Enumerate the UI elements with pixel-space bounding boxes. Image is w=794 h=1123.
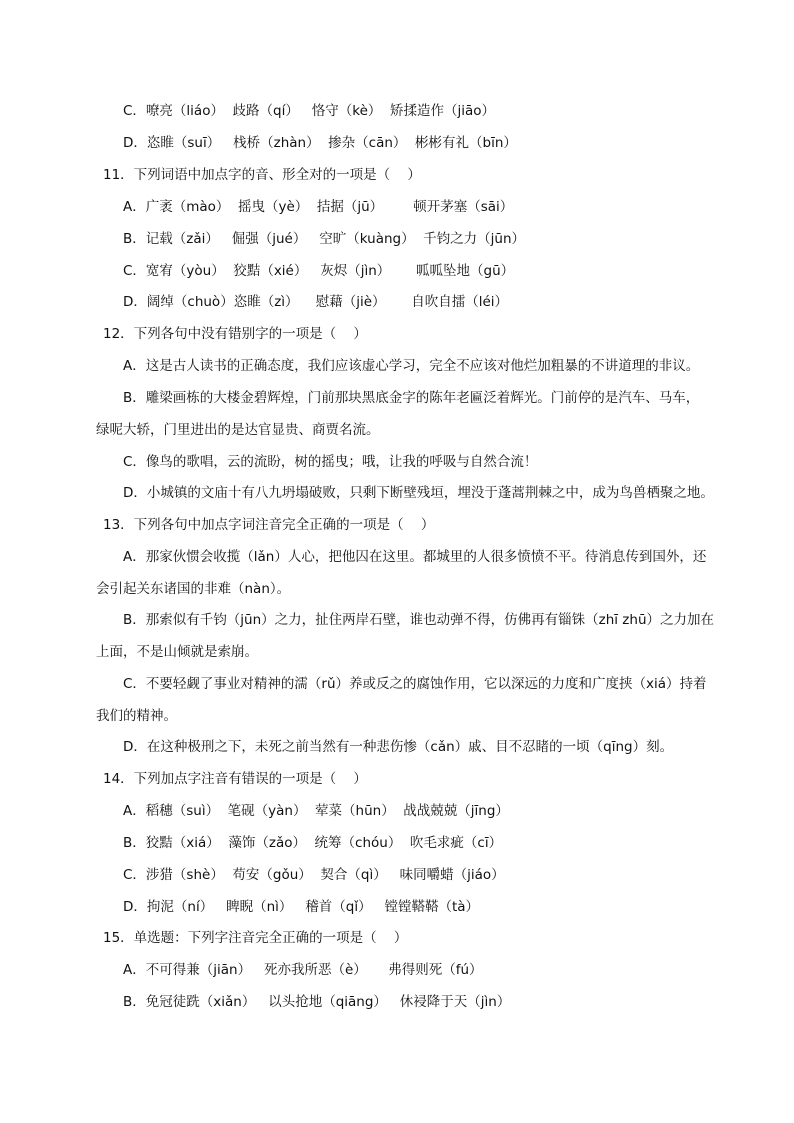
- q11-option-b: B．记载（zǎi） 倔强（jué） 空旷（kuàng） 千钧之力（jūn）: [123, 231, 526, 247]
- q12-option-d: D．小城镇的文庙十有八九坍塌破败，只剩下断壁残垣，埋没于蓬蒿荆棘之中，成为鸟兽栖聚之地。: [123, 485, 714, 501]
- question-15: 15．单选题：下列字注音完全正确的一项是（ ）: [103, 930, 408, 946]
- question-13: 13．下列各句中加点字词注音完全正确的一项是（ ）: [103, 517, 435, 533]
- option-c-line: C．嘹亮（liáo） 歧路（qí） 恪守（kè） 矫揉造作（jiāo）: [123, 103, 495, 119]
- q14-option-d: D．拘泥（ní） 睥睨（nì） 稽首（qǐ） 镗镗鞳鞳（tà）: [123, 899, 480, 915]
- q13-option-b-continued: 上面，不是山倾就是索崩。: [96, 644, 258, 660]
- q15-option-a: A．不可得兼（jiān） 死亦我所恶（è） 弗得则死（fú）: [123, 962, 483, 978]
- question-12: 12．下列各句中没有错别字的一项是（ ）: [103, 326, 367, 342]
- q11-option-a: A．广袤（mào） 摇曳（yè） 拮据（jū） 顿开茅塞（sāi）: [123, 199, 514, 215]
- q13-option-c-continued: 我们的精神。: [96, 708, 177, 724]
- q12-option-a: A．这是古人读书的正确态度，我们应该虚心学习，完全不应该对他烂加粗暴的不讲道理的非议。: [123, 358, 700, 374]
- option-d-line: D．恣睢（suī） 栈桥（zhàn） 掺杂（cān） 彬彬有礼（bīn）: [123, 135, 517, 151]
- q11-option-c: C．宽宥（yòu） 狡黠（xié） 灰烬（jìn） 呱呱坠地（gū）: [123, 263, 515, 279]
- q12-option-b-continued: 绿呢大轿，门里进出的是达官显贵、商贾名流。: [96, 422, 380, 438]
- q12-option-c: C．像鸟的歌唱，云的流盼，树的摇曳；哦，让我的呼吸与自然合流！: [123, 454, 538, 470]
- q11-option-d: D．阔绰（chuò）恣睢（zì） 慰藉（jiè） 自吹自擂（léi）: [123, 294, 509, 310]
- q13-option-b: B．那索似有千钧（jūn）之力，扯住两岸石壁，谁也动弹不得，仿佛再有锱铢（zhī zhū）之力加在: [123, 612, 715, 628]
- q15-option-b: B．免冠徒跣（xiǎn） 以头抢地（qiāng） 休祲降于天（jìn）: [123, 994, 511, 1010]
- q13-option-a: A．那家伙惯会收揽（lǎn）人心，把他囚在这里。都城里的人很多愤愤不平。待消息传到国外，还: [123, 549, 707, 565]
- q13-option-d: D．在这种极刑之下，未死之前当然有一种悲伤惨（cǎn）戚、目不忍睹的一顷（qīng）刻。: [123, 739, 674, 755]
- q14-option-a: A．稻穗（suì） 笔砚（yàn） 荤菜（hūn） 战战兢兢（jīng）: [123, 803, 509, 819]
- q12-option-b: B．雕梁画栋的大楼金碧辉煌，门前那块黑底金字的陈年老匾泛着辉光。门前停的是汽车、马车，: [123, 390, 700, 406]
- q14-option-b: B．狡黠（xiá） 藻饰（zǎo） 统筹（chóu） 吹毛求疵（cī）: [123, 835, 503, 851]
- question-14: 14．下列加点字注音有错误的一项是（ ）: [103, 771, 367, 787]
- q14-option-c: C．涉猎（shè） 苟安（gǒu） 契合（qì） 味同嚼蜡（jiáo）: [123, 867, 505, 883]
- q13-option-a-continued: 会引起关东诸国的非难（nàn）。: [96, 581, 291, 597]
- question-11: 11．下列词语中加点字的音、形全对的一项是（ ）: [103, 167, 421, 183]
- q13-option-c: C．不要轻觑了事业对精神的濡（rǔ）养或反之的腐蚀作用，它以深远的力度和广度挟（xiá）持着: [123, 676, 707, 692]
